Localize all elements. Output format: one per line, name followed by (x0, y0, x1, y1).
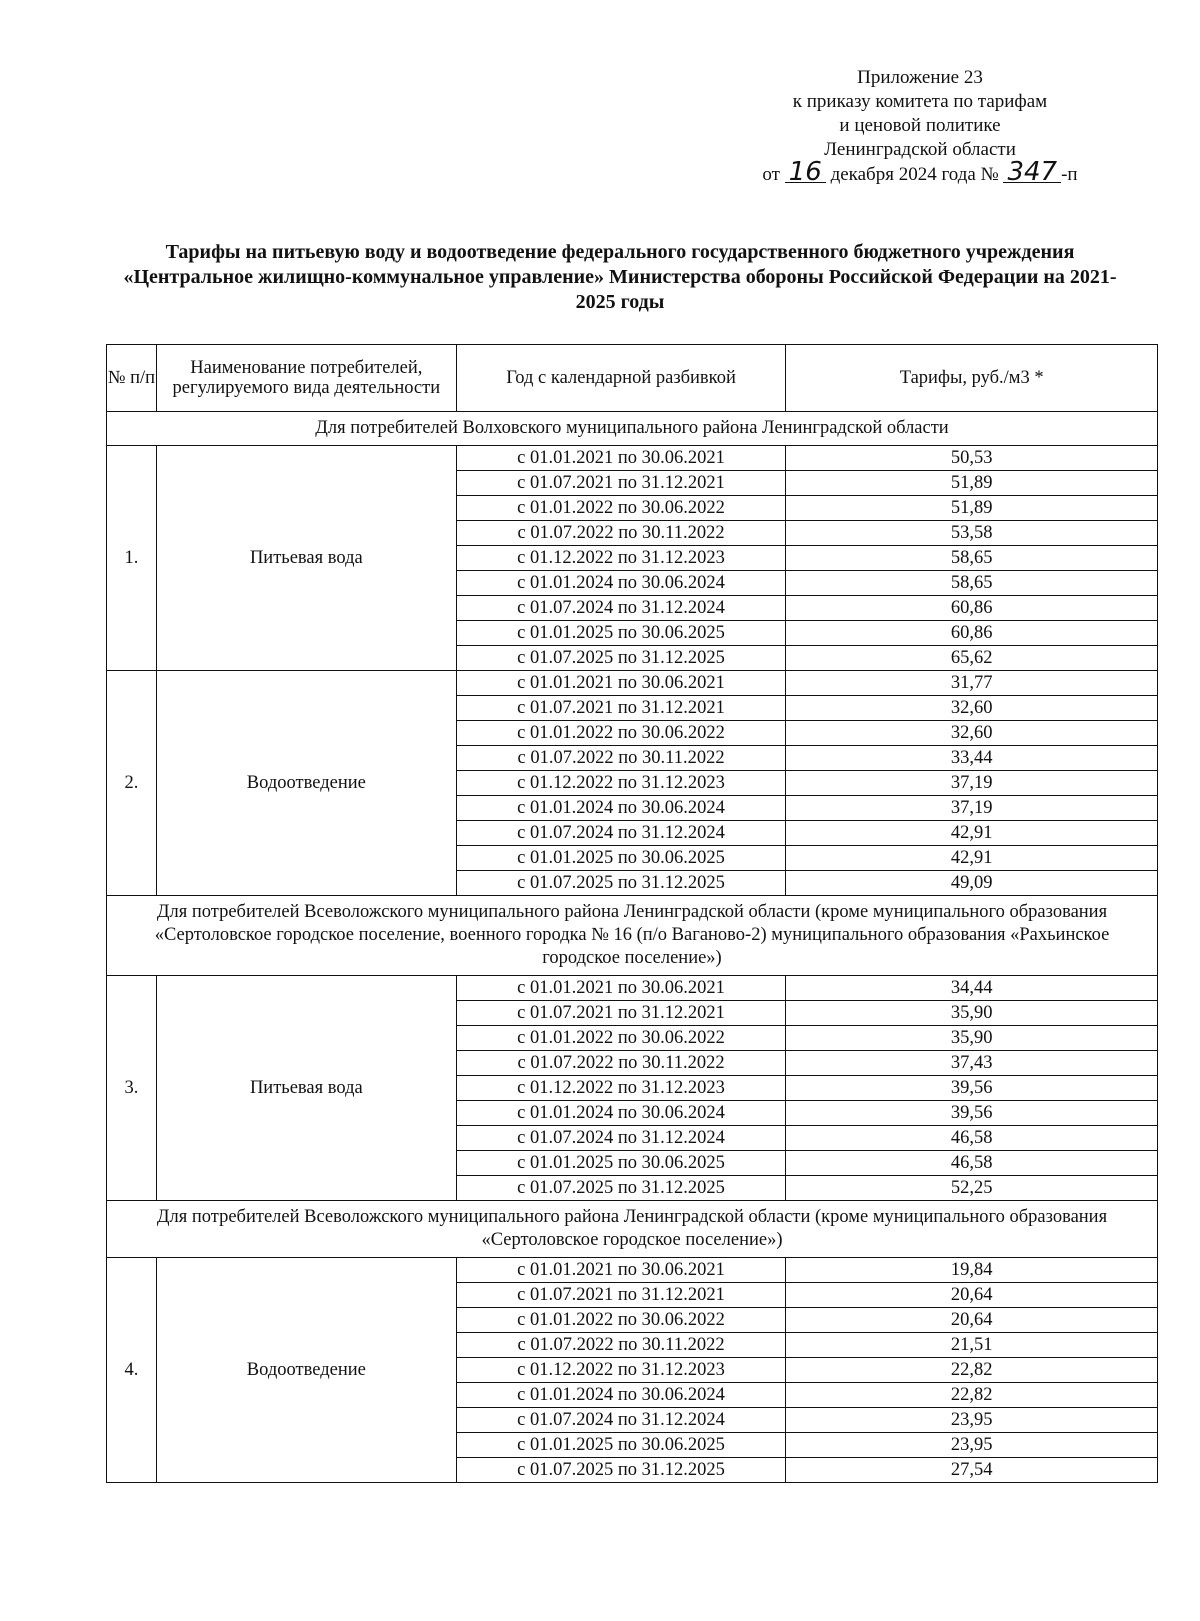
document-title: Тарифы на питьевую воду и водоотведение федерального государственного бюджетного учреждения «Центральное жилищно-коммунальное управление» Министерства обороны Российской Федерации на 2021-2025 годы (123, 241, 1117, 313)
tariff-value-cell: 39,56 (786, 1101, 1158, 1126)
tariff-value-cell: 52,25 (786, 1176, 1158, 1201)
period-cell: с 01.07.2024 по 31.12.2024 (456, 1408, 786, 1433)
item-name: Водоотведение (156, 671, 456, 896)
period-cell: с 01.01.2024 по 30.06.2024 (456, 571, 786, 596)
appendix-region: Ленинградской области (824, 139, 1016, 160)
tariff-value-cell: 51,89 (786, 496, 1158, 521)
tariff-value-cell: 58,65 (786, 571, 1158, 596)
tariff-value-cell: 32,60 (786, 721, 1158, 746)
appendix-number: Приложение 23 (857, 67, 983, 88)
period-cell: с 01.07.2021 по 31.12.2021 (456, 471, 786, 496)
item-number: 2. (107, 671, 157, 896)
period-cell: с 01.01.2021 по 30.06.2021 (456, 671, 786, 696)
tariff-value-cell: 58,65 (786, 546, 1158, 571)
item-number: 1. (107, 446, 157, 671)
tariff-value-cell: 19,84 (786, 1258, 1158, 1283)
tariff-value-cell: 31,77 (786, 671, 1158, 696)
tariff-value-cell: 53,58 (786, 521, 1158, 546)
period-cell: с 01.07.2024 по 31.12.2024 (456, 596, 786, 621)
period-cell: с 01.07.2022 по 30.11.2022 (456, 521, 786, 546)
period-cell: с 01.01.2022 по 30.06.2022 (456, 1026, 786, 1051)
item-name: Питьевая вода (156, 446, 456, 671)
period-cell: с 01.01.2022 по 30.06.2022 (456, 721, 786, 746)
period-cell: с 01.01.2021 по 30.06.2021 (456, 446, 786, 471)
header-name: Наименование потребителей, регулируемого вида деятельности (156, 345, 456, 412)
period-cell: с 01.01.2022 по 30.06.2022 (456, 496, 786, 521)
appendix-order-ref-2: и ценовой политике (839, 115, 1001, 136)
tariff-value-cell: 21,51 (786, 1333, 1158, 1358)
tariff-value-cell: 32,60 (786, 696, 1158, 721)
order-day-handwritten: 16 (785, 162, 826, 183)
item-name: Водоотведение (156, 1258, 456, 1483)
period-cell: с 01.07.2022 по 30.11.2022 (456, 1051, 786, 1076)
period-cell: с 01.12.2022 по 31.12.2023 (456, 771, 786, 796)
period-cell: с 01.01.2024 по 30.06.2024 (456, 1101, 786, 1126)
tariff-value-cell: 50,53 (786, 446, 1158, 471)
tariff-value-cell: 37,43 (786, 1051, 1158, 1076)
table-body (107, 412, 1158, 1483)
period-cell: с 01.07.2021 по 31.12.2021 (456, 1001, 786, 1026)
tariff-value-cell: 35,90 (786, 1001, 1158, 1026)
tariff-value-cell: 20,64 (786, 1308, 1158, 1333)
period-cell: с 01.07.2025 по 31.12.2025 (456, 871, 786, 896)
period-cell: с 01.12.2022 по 31.12.2023 (456, 1076, 786, 1101)
period-cell: с 01.01.2022 по 30.06.2022 (456, 1308, 786, 1333)
section-row (107, 1201, 1158, 1258)
tariff-value-cell: 20,64 (786, 1283, 1158, 1308)
period-cell: с 01.01.2025 по 30.06.2025 (456, 621, 786, 646)
period-cell: с 01.07.2024 по 31.12.2024 (456, 1126, 786, 1151)
appendix-order-ref: к приказу комитета по тарифам (792, 91, 1048, 112)
tariff-value-cell: 42,91 (786, 846, 1158, 871)
order-prefix: от (762, 164, 780, 185)
period-cell: с 01.01.2021 по 30.06.2021 (456, 976, 786, 1001)
table-row (107, 671, 1158, 696)
tariff-value-cell: 60,86 (786, 621, 1158, 646)
tariffs-table (106, 344, 1158, 1483)
period-cell: с 01.07.2022 по 30.11.2022 (456, 1333, 786, 1358)
item-number: 3. (107, 976, 157, 1201)
period-cell: с 01.07.2022 по 30.11.2022 (456, 746, 786, 771)
header-tariff: Тарифы, руб./м3 * (786, 345, 1158, 412)
period-cell: с 01.07.2025 по 31.12.2025 (456, 1176, 786, 1201)
tariff-value-cell: 23,95 (786, 1433, 1158, 1458)
order-date-line (700, 157, 1140, 187)
tariff-value-cell: 35,90 (786, 1026, 1158, 1051)
table-header-row (107, 345, 1158, 412)
tariff-value-cell: 60,86 (786, 596, 1158, 621)
tariff-value-cell: 39,56 (786, 1076, 1158, 1101)
tariff-value-cell: 37,19 (786, 796, 1158, 821)
section-title: Для потребителей Всеволожского муниципального района Ленинградской области (кроме муниципального образования «Сертоловское городское поселение, военного городка № 16 (п/о Ваганово-2) муниципального образования «Рахьинское городское поселение») (107, 896, 1158, 976)
table-row (107, 976, 1158, 1001)
order-month-year: декабря 2024 года № (830, 164, 999, 185)
item-name: Питьевая вода (156, 976, 456, 1201)
period-cell: с 01.01.2025 по 30.06.2025 (456, 1151, 786, 1176)
period-cell: с 01.07.2025 по 31.12.2025 (456, 1458, 786, 1483)
period-cell: с 01.07.2024 по 31.12.2024 (456, 821, 786, 846)
tariff-value-cell: 22,82 (786, 1358, 1158, 1383)
header-period: Год с календарной разбивкой (456, 345, 786, 412)
period-cell: с 01.01.2021 по 30.06.2021 (456, 1258, 786, 1283)
table-row (107, 446, 1158, 471)
period-cell: с 01.12.2022 по 31.12.2023 (456, 546, 786, 571)
header-num: № п/п (107, 345, 157, 412)
section-title: Для потребителей Всеволожского муниципального района Ленинградской области (кроме муниципального образования «Сертоловское городское поселение») (107, 1201, 1158, 1258)
period-cell: с 01.12.2022 по 31.12.2023 (456, 1358, 786, 1383)
tariff-value-cell: 34,44 (786, 976, 1158, 1001)
tariff-value-cell: 33,44 (786, 746, 1158, 771)
tariff-value-cell: 22,82 (786, 1383, 1158, 1408)
tariff-value-cell: 46,58 (786, 1126, 1158, 1151)
tariff-value-cell: 49,09 (786, 871, 1158, 896)
tariff-value-cell: 27,54 (786, 1458, 1158, 1483)
order-number-handwritten: 347 (1003, 162, 1061, 183)
period-cell: с 01.07.2021 по 31.12.2021 (456, 696, 786, 721)
period-cell: с 01.01.2025 по 30.06.2025 (456, 1433, 786, 1458)
order-suffix: -п (1061, 164, 1078, 185)
tariff-value-cell: 42,91 (786, 821, 1158, 846)
section-row (107, 896, 1158, 976)
tariff-value-cell: 46,58 (786, 1151, 1158, 1176)
item-number: 4. (107, 1258, 157, 1483)
tariff-value-cell: 51,89 (786, 471, 1158, 496)
period-cell: с 01.07.2021 по 31.12.2021 (456, 1283, 786, 1308)
tariff-value-cell: 65,62 (786, 646, 1158, 671)
tariff-value-cell: 37,19 (786, 771, 1158, 796)
period-cell: с 01.01.2025 по 30.06.2025 (456, 846, 786, 871)
section-title: Для потребителей Волховского муниципального района Ленинградской области (107, 412, 1158, 446)
period-cell: с 01.07.2025 по 31.12.2025 (456, 646, 786, 671)
table-row (107, 1258, 1158, 1283)
tariff-value-cell: 23,95 (786, 1408, 1158, 1433)
section-row (107, 412, 1158, 446)
period-cell: с 01.01.2024 по 30.06.2024 (456, 796, 786, 821)
period-cell: с 01.01.2024 по 30.06.2024 (456, 1383, 786, 1408)
appendix-header (700, 66, 1140, 187)
